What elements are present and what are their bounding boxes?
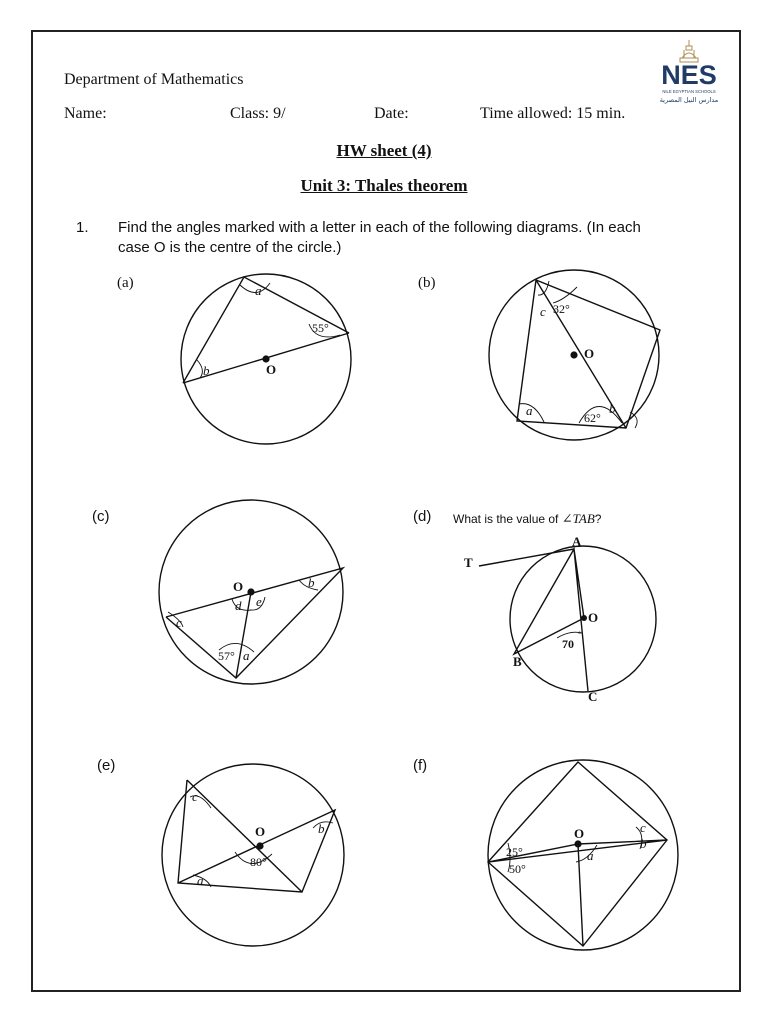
- diagram-c-given-angle: 57°: [218, 649, 235, 663]
- diagram-e-unknown-b: b: [318, 821, 325, 836]
- diagram-b-unknown-c: c: [540, 304, 546, 319]
- diagram-d-point-t: T: [464, 555, 473, 570]
- diagram-d-label: (d): [413, 508, 432, 525]
- diagram-f-given-angle-25: 25°: [506, 845, 523, 859]
- diagram-a-label: (a): [117, 275, 134, 291]
- unit-title: Unit 3: Thales theorem: [300, 176, 468, 195]
- diagram-d-center-dot: [581, 615, 587, 621]
- diagram-f-unknown-c: c: [640, 820, 646, 835]
- sheet-title: HW sheet (4): [336, 141, 432, 160]
- diagram-c-unknown-b: b: [308, 575, 315, 590]
- diagram-f-label: (f): [413, 757, 428, 774]
- diagram-e-center-dot: [256, 842, 263, 849]
- diagram-f-center-dot: [574, 840, 581, 847]
- question-number: 1.: [76, 219, 89, 236]
- diagram-c-center-label: O: [233, 579, 244, 594]
- logo-subtitle-ar: مدارس النيل المصرية: [659, 96, 719, 104]
- diagram-b-unknown-a: a: [526, 403, 533, 418]
- diagram-a-unknown-b: b: [203, 363, 210, 378]
- diagram-d-degree-mark: °: [578, 630, 582, 639]
- question-text-line2: case O is the centre of the circle.): [118, 239, 342, 256]
- diagram-f-unknown-b: b: [640, 836, 647, 851]
- diagram-e-unknown-a: a: [197, 873, 204, 888]
- diagram-c-unknown-a: a: [243, 648, 250, 663]
- diagram-d: [479, 546, 656, 692]
- diagram-e-given-angle: 80°: [250, 855, 267, 869]
- diagram-d-prompt-prefix: What is the value of: [453, 512, 562, 526]
- class-label: Class: 9/: [230, 105, 286, 122]
- department-label: Department of Mathematics: [64, 71, 244, 88]
- diagram-d-prompt-suffix: ?: [594, 512, 602, 526]
- logo-text: NES: [661, 60, 717, 90]
- question-text-line1: Find the angles marked with a letter in each of the following diagrams. (In each: [118, 219, 641, 236]
- diagram-d-given-angle: 70: [562, 637, 574, 651]
- diagram-e-unknown-c: c: [192, 789, 198, 804]
- diagram-b-label: (b): [418, 275, 436, 291]
- diagram-f-given-angle-50: 50°: [509, 862, 526, 876]
- date-label: Date:: [374, 105, 409, 122]
- name-label: Name:: [64, 105, 107, 122]
- diagram-d-point-b: B: [513, 654, 522, 669]
- diagram-c-center-dot: [247, 588, 254, 595]
- logo-subtitle-en: NILE EGYPTIAN SCHOOLS: [662, 89, 716, 94]
- diagram-c-unknown-d: d: [235, 598, 242, 613]
- diagram-b-given-angle-32: 32°: [553, 302, 570, 316]
- diagram-c-unknown-c: c: [176, 615, 182, 630]
- diagram-b-unknown-b: b: [609, 401, 616, 416]
- diagram-d-point-o: O: [588, 610, 599, 625]
- diagram-d-point-c: C: [588, 689, 598, 704]
- diagram-e-label: (e): [97, 757, 116, 774]
- diagram-f-unknown-a: a: [587, 848, 594, 863]
- diagram-d-point-a: A: [572, 534, 582, 549]
- diagram-d-prompt-angle: ∠TAB: [561, 511, 595, 526]
- diagram-c-label: (c): [92, 508, 110, 525]
- diagram-b-given-angle-62: 62°: [584, 411, 601, 425]
- diagram-a-given-angle: 55°: [312, 321, 329, 335]
- diagram-f-center-label: O: [574, 826, 585, 841]
- diagram-e-center-label: O: [255, 824, 266, 839]
- time-allowed-label: Time allowed: 15 min.: [480, 105, 626, 122]
- diagram-c-unknown-e: e: [256, 594, 262, 609]
- diagram-a-unknown-a: a: [255, 283, 262, 298]
- diagram-b-center-dot: [570, 351, 577, 358]
- diagram-a-center-label: O: [266, 362, 277, 377]
- diagram-b-center-label: O: [584, 346, 595, 361]
